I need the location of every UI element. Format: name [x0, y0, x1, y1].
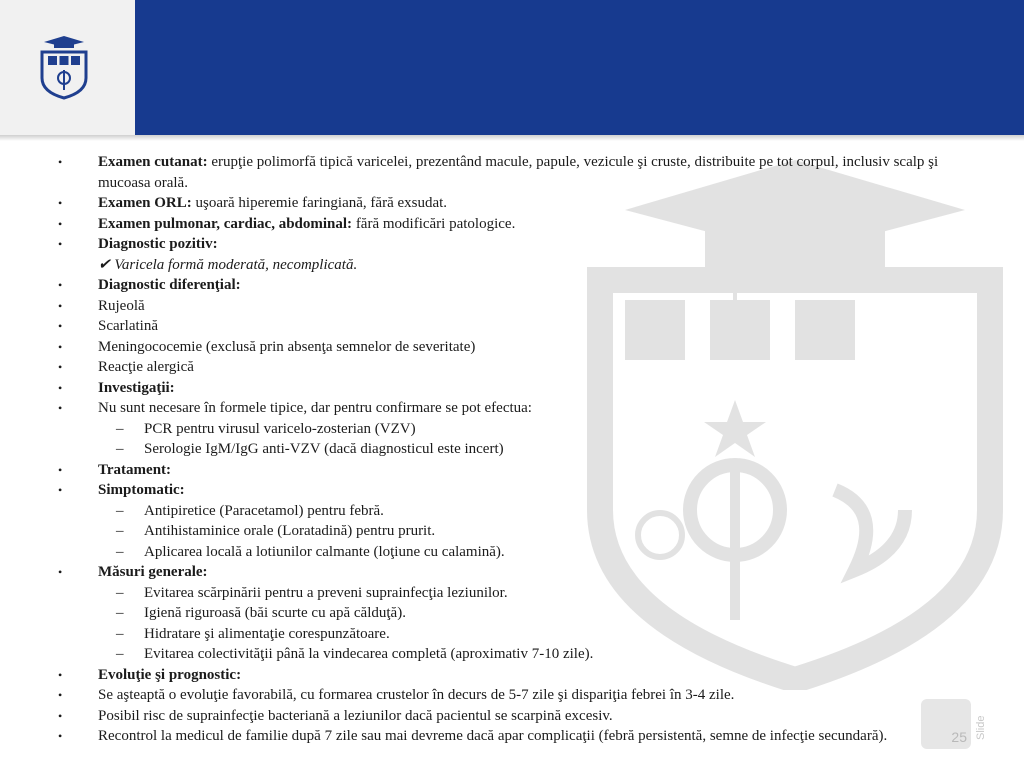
slide-number: 25: [921, 699, 971, 749]
sub-item-text: Antipiretice (Paracetamol) pentru febră.: [144, 502, 384, 519]
item-label: Examen cutanat:: [98, 154, 208, 170]
list-item: • Diagnostic pozitiv: ✔ Varicela formă moderată, necomplicată.: [58, 236, 358, 273]
list-item: • Măsuri generale:: [58, 562, 958, 583]
sub-item-text: Evitarea colectivităţii până la vindecarea completă (aproximativ 7-10 zile).: [144, 646, 594, 662]
list-item: • Investigaţii:: [58, 378, 958, 399]
university-crest-icon: [38, 34, 90, 100]
list-item: • Posibil risc de suprainfecţie bacteriană a leziunilor dacă pacientul se scarpină excesiv.: [58, 706, 958, 727]
item-label: Evoluţie şi prognostic:: [98, 666, 242, 683]
item-label: Diagnostic pozitiv:: [98, 236, 218, 252]
sub-item: – Aplicarea locală a lotiunilor calmante (loţiune cu calamină).: [58, 542, 958, 563]
item-label: Simptomatic:: [98, 482, 185, 498]
sub-item-text: PCR pentru virusul varicelo-zosterian (VZV): [144, 420, 416, 437]
sub-item: – Igienă riguroasă (băi scurte cu apă călduţă).: [58, 603, 958, 624]
list-item: • Recontrol la medicul de familie după 7 zile sau mai devreme dacă apar complicaţii (febră persistentă, semne de infecţie secundară).: [58, 726, 958, 747]
item-text: Meningococemie (exclusă prin absenţa semnelor de severitate): [98, 338, 476, 355]
list-item: • Diagnostic diferenţial:: [58, 275, 958, 296]
item-text: Se aşteaptă o evoluţie favorabilă, cu formarea crustelor în decurs de 5-7 zile şi dispariţia febrei în 3-4 zile.: [98, 687, 735, 703]
sub-item-text: Serologie IgM/IgG anti-VZV (dacă diagnosticul este incert): [144, 441, 504, 457]
item-label: Examen pulmonar, cardiac, abdominal:: [98, 215, 353, 232]
sub-item-text: Hidratare şi alimentaţie corespunzătoare.: [144, 625, 390, 642]
item-label: Măsuri generale:: [98, 564, 208, 580]
list-item: • Rujeolă: [58, 296, 958, 317]
sub-item: – PCR pentru virusul varicelo-zosterian (VZV): [58, 419, 958, 440]
item-text: Posibil risc de suprainfecţie bacteriană a leziunilor dacă pacientul se scarpină excesiv.: [98, 707, 613, 724]
slide-content: [58, 152, 958, 747]
sub-item-text: Antihistaminice orale (Loratadină) pentru prurit.: [144, 523, 436, 539]
list-item: • Tratament:: [58, 460, 958, 481]
header-divider: [0, 135, 1024, 141]
sub-item: – Antipiretice (Paracetamol) pentru febră.: [58, 501, 958, 522]
item-text: Nu sunt necesare în formele tipice, dar pentru confirmare se pot efectua:: [98, 400, 532, 416]
sub-item: – Hidratare şi alimentaţie corespunzătoare.: [58, 624, 958, 645]
item-text: erupţie polimorfă tipică varicelei, prezentând macule, papule, vezicule şi cruste, distribuite pe tot corpul, inclusiv scalp şi mucoasa orală.: [98, 154, 939, 191]
list-item: • Scarlatină: [58, 316, 958, 337]
sub-item-text: Aplicarea locală a lotiunilor calmante (loţiune cu calamină).: [144, 543, 505, 560]
item-text: fără modificări patologice.: [352, 215, 516, 232]
sub-item: – Antihistaminice orale (Loratadină) pentru prurit.: [58, 521, 958, 542]
slide-label: Slide: [975, 715, 987, 740]
item-text: Rujeolă: [98, 297, 145, 314]
item-text: Scarlatină: [98, 318, 158, 334]
sub-item-text: Igienă riguroasă (băi scurte cu apă călduţă).: [144, 605, 406, 621]
list-item: • Simptomatic:: [58, 480, 958, 501]
list-item: • Examen ORL: uşoară hiperemie faringiană, fără exsudat.: [58, 195, 448, 211]
list-item: • Nu sunt necesare în formele tipice, dar pentru confirmare se pot efectua:: [58, 398, 958, 419]
sub-item: – Evitarea scărpinării pentru a preveni suprainfecţia leziunilor.: [58, 583, 958, 604]
diagnosis-text: ✔ Varicela formă moderată, necomplicată.: [98, 256, 358, 273]
list-item: • Reacţie alergică: [58, 357, 958, 378]
list-item: • Meningococemie (exclusă prin absenţa semnelor de severitate): [58, 337, 958, 358]
item-text: Recontrol la medicul de familie după 7 zile sau mai devreme dacă apar complicaţii (febră persistentă, semne de infecţie secundară).: [98, 728, 888, 744]
item-text: uşoară hiperemie faringiană, fără exsudat.: [191, 195, 448, 211]
item-label: Examen ORL:: [98, 195, 192, 211]
sub-item: – Evitarea colectivităţii până la vindecarea completă (aproximativ 7-10 zile).: [58, 644, 958, 665]
list-item: • Examen cutanat: erupţie polimorfă tipică varicelei, prezentând macule, papule, vezicule şi cruste, distribuite pe tot corpul, inclusiv scalp şi mucoasa orală.: [58, 154, 939, 191]
list-item: • Examen pulmonar, cardiac, abdominal: fără modificări patologice.: [58, 215, 516, 232]
item-label: Diagnostic diferenţial:: [98, 277, 241, 293]
item-label: Tratament:: [98, 461, 172, 478]
list-item: • Evoluţie şi prognostic:: [58, 665, 958, 686]
sub-item: – Serologie IgM/IgG anti-VZV (dacă diagnosticul este incert): [58, 439, 958, 460]
header-bar: [135, 0, 1024, 135]
list-item: • Se aşteaptă o evoluţie favorabilă, cu formarea crustelor în decurs de 5-7 zile şi dispariţia febrei în 3-4 zile.: [58, 685, 958, 706]
sub-item-text: Evitarea scărpinării pentru a preveni suprainfecţia leziunilor.: [144, 584, 508, 601]
item-text: Reacţie alergică: [98, 359, 194, 375]
item-label: Investigaţii:: [98, 379, 175, 396]
